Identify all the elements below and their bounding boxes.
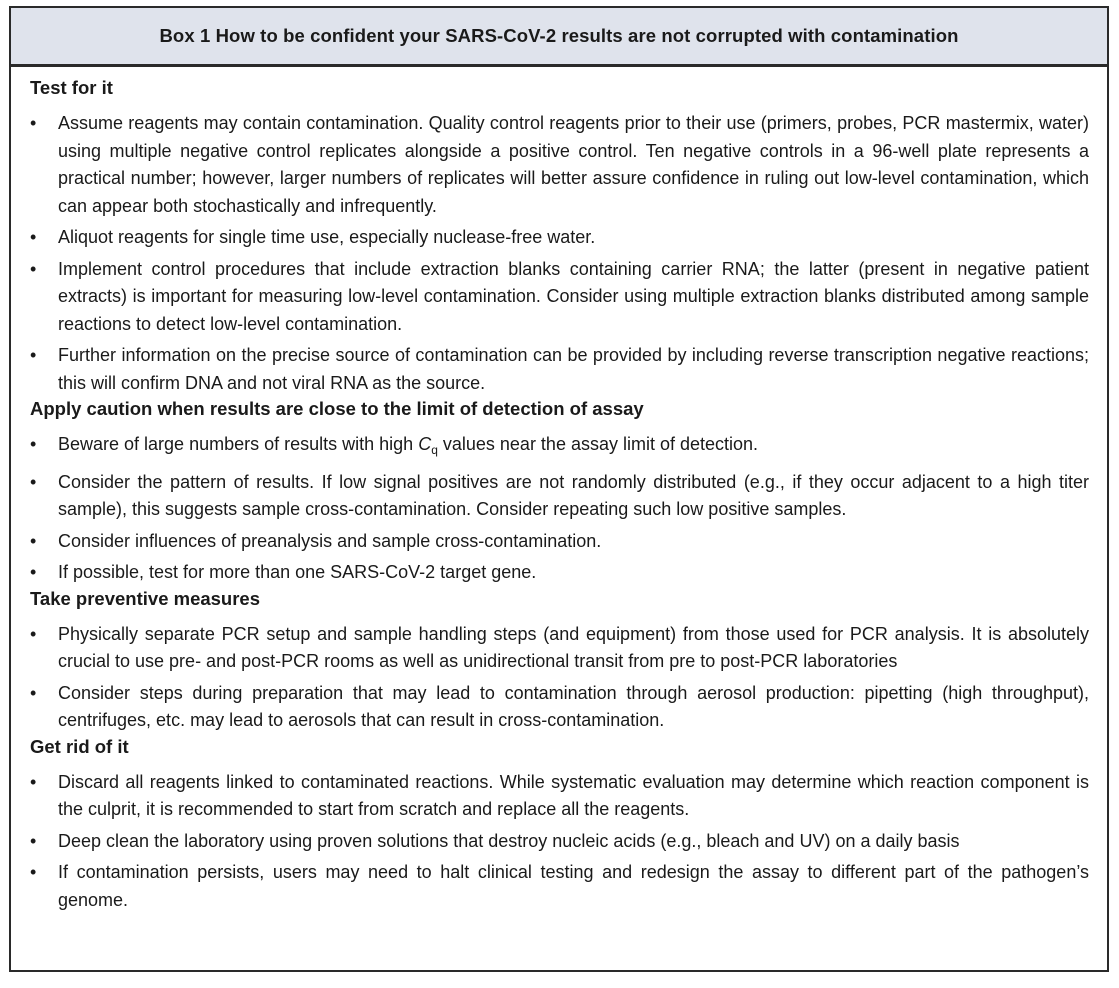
- item-text: Aliquot reagents for single time use, especially nuclease-free water.: [58, 227, 596, 247]
- section-title: Test for it: [30, 77, 113, 98]
- list-item: [30, 621, 1089, 676]
- section-apply-caution: [30, 396, 1089, 587]
- list-item: [30, 559, 1089, 587]
- item-text: Physically separate PCR setup and sample handling steps (and equipment) from those used for PCR analysis. It is absolutely crucial to use pre- and post-PCR rooms as well as unidirectional transit from pre to post-PCR laboratories: [58, 623, 1089, 671]
- bullet-icon: •: [30, 471, 37, 492]
- list-item: [30, 469, 1089, 524]
- section-test-for-it: [30, 75, 1089, 397]
- section-get-rid-of-it: [30, 734, 1089, 915]
- bullet-icon: •: [30, 830, 37, 851]
- section-title: Take preventive measures: [30, 587, 261, 609]
- info-box: [9, 6, 1109, 972]
- item-text: Consider influences of preanalysis and sample cross-contamination.: [58, 530, 602, 551]
- bullet-icon: •: [30, 345, 37, 365]
- bullet-icon: •: [30, 258, 37, 279]
- item-text-after: values near the assay limit of detection.: [437, 434, 759, 454]
- list-item: [30, 828, 1089, 856]
- bullet-icon: •: [30, 434, 37, 454]
- item-text: Assume reagents may contain contamination. Quality control reagents prior to their use (primers, probes, PCR mastermix, water) using multiple negative control replicates alongside a positive control. Ten negative controls in a 96-well plate represents a practical number; however, larger numbers of replicates will better assure confidence in ruling out low-level contamination, which can appear both stochastically and infrequently.: [58, 113, 1089, 216]
- list-item: [30, 528, 1089, 556]
- list-item: [30, 110, 1089, 220]
- item-text: Discard all reagents linked to contaminated reactions. While systematic evaluation may determine which reaction component is the culprit, it is recommended to start from scratch and replace all the reagents.: [58, 771, 1089, 819]
- bullet-icon: •: [30, 623, 37, 644]
- item-text: Consider the pattern of results. If low signal positives are not randomly distributed (e.g., if they occur adjacent to a high titer sample), this suggests sample cross-contamination. Consider repeating such low positive samples.: [58, 471, 1089, 519]
- bullet-icon: •: [30, 562, 37, 582]
- bullet-icon: •: [30, 862, 37, 882]
- list-item: [30, 224, 1089, 252]
- item-text: Consider steps during preparation that may lead to contamination through aerosol production: pipetting (high throughput), centrifuges, etc. may lead to aerosols that can result in cross-contamination.: [58, 682, 1089, 730]
- item-text: Further information on the precise source of contamination can be provided by including reverse transcription negative reactions; this will confirm DNA and not viral RNA as the source.: [58, 345, 1089, 393]
- section-preventive-measures: [30, 586, 1089, 735]
- bullet-list: [30, 621, 1089, 735]
- list-item: [30, 256, 1089, 339]
- item-text: Deep clean the laboratory using proven solutions that destroy nucleic acids (e.g., bleach and UV) on a daily basis: [58, 830, 960, 851]
- item-text-before: Beware of large numbers of results with high: [58, 434, 419, 454]
- box-body: [11, 67, 1107, 914]
- bullet-icon: •: [30, 682, 37, 703]
- box-title: Box 1 How to be confident your SARS-CoV-2 results are not corrupted with contamination: [11, 8, 1107, 67]
- item-text: If possible, test for more than one SARS-CoV-2 target gene.: [58, 562, 537, 582]
- bullet-list: [30, 769, 1089, 915]
- cq-subscript: q: [431, 443, 438, 457]
- list-item: [30, 342, 1089, 397]
- bullet-list: [30, 431, 1089, 587]
- bullet-icon: •: [30, 113, 37, 133]
- item-text: Implement control procedures that include extraction blanks containing carrier RNA; the latter (present in negative patient extracts) is important for measuring low-level contamination. Consider using multiple extraction blanks distributed among sample reactions to detect low-level contamination.: [58, 258, 1089, 334]
- list-item: [30, 859, 1089, 914]
- section-title: Get rid of it: [30, 735, 129, 757]
- bullet-list: [30, 110, 1089, 397]
- list-item: [30, 769, 1089, 824]
- bullet-icon: •: [30, 530, 37, 551]
- section-title: Apply caution when results are close to the limit of detection of assay: [30, 398, 644, 419]
- bullet-icon: •: [30, 227, 37, 247]
- item-text: If contamination persists, users may need to halt clinical testing and redesign the assay to different part of the pathogen’s genome.: [58, 862, 1089, 910]
- cq-symbol: C: [418, 434, 432, 454]
- bullet-icon: •: [30, 771, 37, 792]
- list-item: [30, 680, 1089, 735]
- list-item: [30, 431, 1089, 465]
